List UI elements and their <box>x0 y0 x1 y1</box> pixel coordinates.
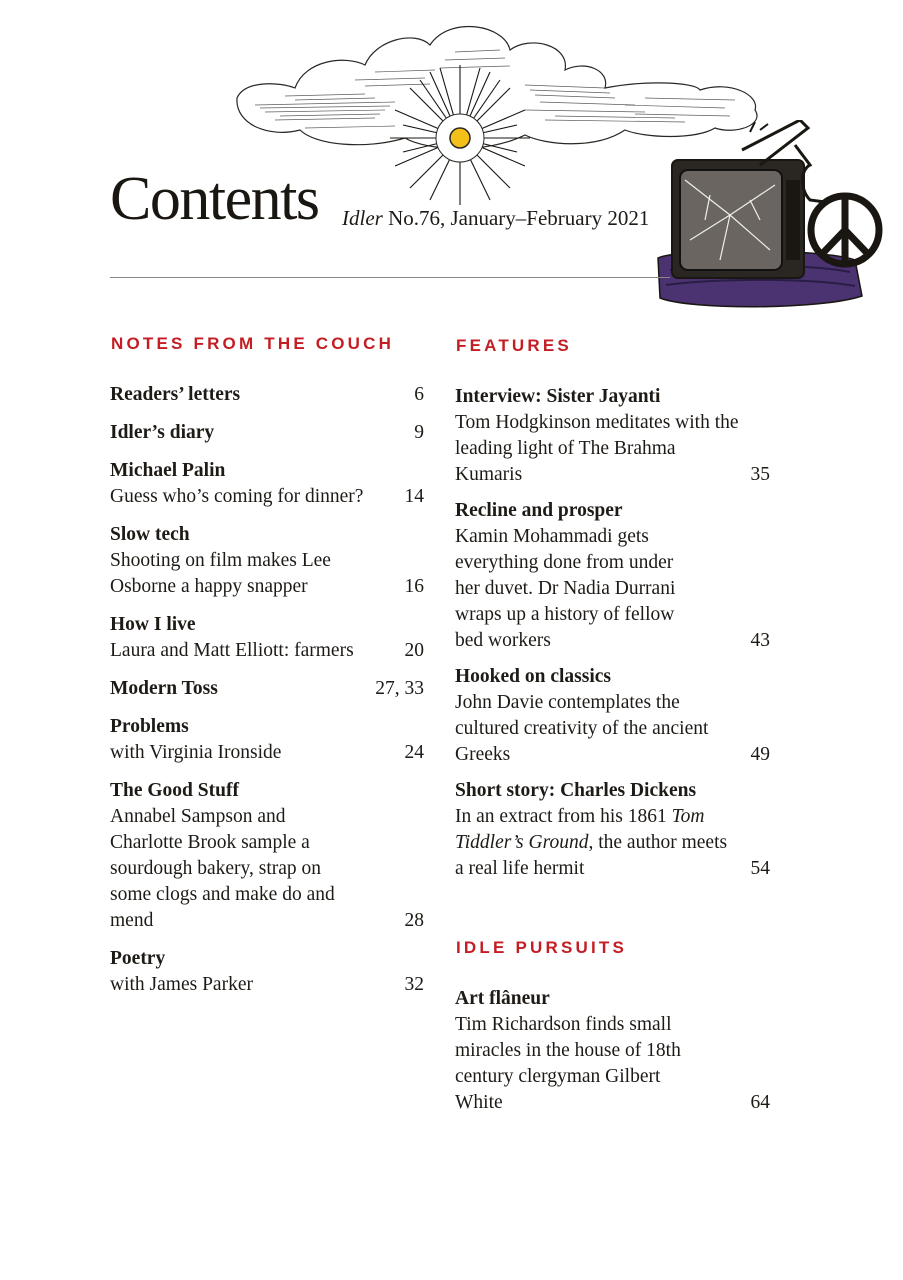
entry-page: 64 <box>750 1092 770 1113</box>
entry-page: 6 <box>414 384 424 405</box>
desc-part: , the author meets a real life hermit <box>455 832 728 879</box>
entry-title: Modern Toss <box>110 678 218 699</box>
entry-page: 27, 33 <box>375 678 424 699</box>
entry-title: Interview: Sister Jayanti <box>455 386 661 407</box>
header-divider <box>110 277 670 278</box>
entry-page: 16 <box>404 576 424 597</box>
entry-description: Laura and Matt Elliott: farmers <box>110 640 354 661</box>
entry-title: Art flâneur <box>455 988 550 1009</box>
entry-title: How I live <box>110 614 196 635</box>
entry-page: 9 <box>414 422 424 443</box>
entry-description: John Davie contemplates the cultured creativity of the ancient Greeks <box>455 692 709 765</box>
entry-page: 28 <box>404 910 424 931</box>
entry-title: Poetry <box>110 948 166 969</box>
entry-page: 43 <box>750 630 770 651</box>
entry-description: Shooting on film makes Lee Osborne a happy snapper <box>110 550 331 597</box>
issue-details: No.76, January–February 2021 <box>382 206 650 230</box>
entry-description: with James Parker <box>110 974 253 995</box>
toc-entry[interactable] <box>110 522 424 600</box>
entry-title: Slow tech <box>110 524 190 545</box>
toc-entry[interactable] <box>455 384 770 488</box>
page-title: Contents <box>110 165 319 233</box>
magazine-name: Idler <box>342 206 383 230</box>
entry-description: Tim Richardson finds small miracles in the house of 18th century clergyman Gilbert White <box>455 1014 681 1113</box>
entry-description: with Virginia Ironside <box>110 742 282 763</box>
issue-line <box>342 206 649 231</box>
section-heading-idle-pursuits: IDLE PURSUITS <box>456 938 628 957</box>
toc-entry[interactable] <box>110 420 424 446</box>
entry-title: Short story: Charles Dickens <box>455 780 697 801</box>
entry-title: The Good Stuff <box>110 780 239 801</box>
entry-page: 20 <box>404 640 424 661</box>
entry-page: 54 <box>750 858 770 879</box>
entry-description: Tom Hodgkinson meditates with the leading light of The Brahma Kumaris <box>455 412 739 485</box>
toc-entry[interactable] <box>110 714 424 766</box>
toc-entry[interactable] <box>110 382 424 408</box>
toc-entry[interactable] <box>110 612 424 664</box>
entry-title: Michael Palin <box>110 460 226 481</box>
entry-description: Annabel Sampson and Charlotte Brook sample a sourdough bakery, strap on some clogs and make do and mend <box>110 806 335 931</box>
story-title: Tom Tiddler’s Ground <box>455 806 705 853</box>
entry-page: 14 <box>404 486 424 507</box>
section-heading-features: FEATURES <box>456 336 572 355</box>
toc-entry[interactable] <box>455 778 770 882</box>
toc-entry[interactable] <box>110 676 424 702</box>
toc-entry[interactable] <box>455 664 770 768</box>
toc-entry[interactable] <box>455 986 770 1116</box>
entry-title: Idler’s diary <box>110 422 215 443</box>
entry-description <box>455 804 770 882</box>
entry-title: Hooked on classics <box>455 666 612 687</box>
toc-entry[interactable] <box>110 946 424 998</box>
tv-couch-illustration <box>650 120 890 315</box>
toc-entry[interactable] <box>110 778 424 934</box>
entry-page: 32 <box>404 974 424 995</box>
entry-page: 24 <box>404 742 424 763</box>
toc-entry[interactable] <box>455 498 770 654</box>
entry-title: Problems <box>110 716 189 737</box>
section-heading-notes: NOTES FROM THE COUCH <box>111 334 395 353</box>
toc-entry[interactable] <box>110 458 424 510</box>
desc-part: In an extract from his 1861 <box>455 806 672 827</box>
entry-title: Recline and prosper <box>455 500 623 521</box>
entry-description: Kamin Mohammadi gets everything done from under her duvet. Dr Nadia Durrani wraps up a history of fellow bed workers <box>455 526 676 651</box>
idle-pursuits-list <box>455 986 770 1126</box>
features-list <box>455 384 770 892</box>
entry-page: 35 <box>750 464 770 485</box>
entry-page: 49 <box>750 744 770 765</box>
entry-description: Guess who’s coming for dinner? <box>110 486 364 507</box>
entry-title: Readers’ letters <box>110 384 241 405</box>
notes-list <box>110 382 424 1010</box>
